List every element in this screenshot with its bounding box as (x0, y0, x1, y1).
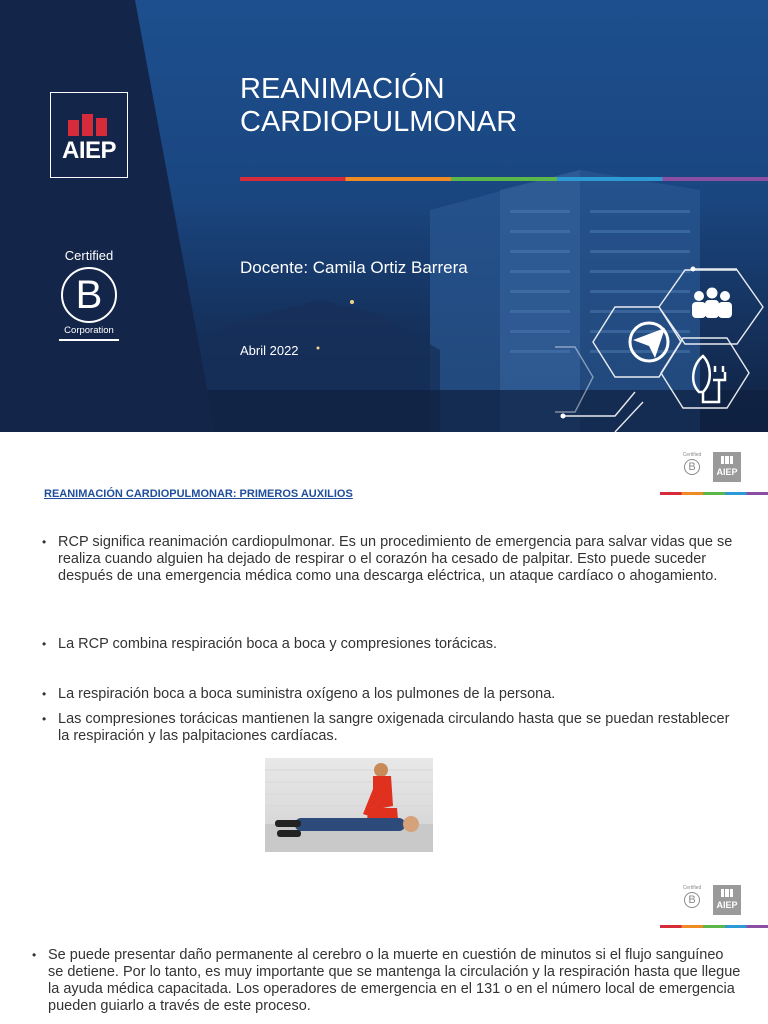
cover-title (240, 73, 517, 139)
cpr-illustration (265, 758, 433, 852)
bullet-item: • Las compresiones torácicas mantienen la sangre oxigenada circulando hasta que se puedan restablecer la respiración y las palpitaciones cardíacas. (40, 711, 740, 745)
mini-bcorp-b-icon (684, 459, 700, 475)
teacher-name: Docente: Camila Ortiz Barrera (240, 258, 468, 277)
connector-dot (691, 267, 696, 272)
bcorp-certified-text: Certified (64, 248, 114, 263)
navy-side-panel (0, 0, 270, 432)
slide3-rainbow-line (660, 925, 768, 928)
mini-aiep-logo (713, 885, 741, 915)
slide3-bullet-list (30, 947, 742, 1015)
bullet-item: • RCP significa reanimación cardiopulmonar. Es un procedimiento de emergencia para salvar vidas que se realiza cuando alguien ha dejado de respirar o el corazón ha cesado de palpitar. Esto puede suceder después de una emergencia médica como una descarga eléctrica, un ataque cardíaco o ahogamiento. (40, 534, 740, 585)
plug-leaf-icon (693, 356, 725, 402)
connector-dot (561, 414, 566, 419)
mini-aiep-text: AIEP (716, 467, 738, 477)
cover-slide (0, 0, 768, 432)
bcorp-corporation-text: Corporation (64, 325, 114, 336)
slide2-bullet-list-c (40, 686, 740, 745)
cover-title-line1: REANIMACIÓN (240, 73, 445, 105)
mini-bcorp-text: Certified (682, 452, 702, 458)
bullet-item: • Se puede presentar daño permanente al cerebro o la muerte en cuestión de minutos si el flujo sanguíneo se detiene. Por lo tanto, es muy importante que se mantenga la circulación y la respiración hasta que llegue la ayuda médica capacitada. Los operadores de emergencia en el 131 o en el número local de emergencia pueden guiarlo a través de este proceso. (30, 947, 742, 1015)
cover-title-line2: CARDIOPULMONAR (240, 106, 518, 138)
slide2-rainbow-line (660, 492, 768, 495)
bcorp-underline (59, 339, 119, 341)
mini-bcorp-letter: B (688, 894, 696, 906)
mini-bcorp-logo (679, 452, 705, 482)
mini-bcorp-b-icon (684, 892, 700, 908)
mini-aiep-logo (713, 452, 741, 482)
slide2-heading: REANIMACIÓN CARDIOPULMONAR: PRIMEROS AUXILIOS (44, 488, 353, 500)
aiep-logo (50, 92, 128, 178)
compass-icon (630, 323, 668, 361)
hexagon-outline-plug (661, 338, 749, 408)
slide2-bullet-list-b (40, 636, 740, 653)
aiep-logo-text: AIEP (61, 137, 116, 164)
mini-bcorp-logo (679, 885, 705, 915)
slide2-corner-logos (679, 452, 741, 482)
rainbow-divider (240, 177, 768, 181)
people-icon (692, 288, 732, 319)
presentation-date: Abril 2022 (240, 343, 299, 358)
aiep-logo-bars-icon (68, 114, 110, 136)
cpr-photo (265, 758, 433, 852)
mini-bcorp-text: Certified (682, 885, 702, 891)
slide3-corner-logos (679, 885, 741, 915)
bcorp-b-icon (61, 267, 117, 323)
mini-aiep-bars-icon (721, 889, 733, 897)
bcorp-badge (56, 248, 122, 341)
hexagon-icons-cluster (555, 252, 768, 432)
slide2-bullet-list-a (40, 534, 740, 585)
mini-aiep-bars-icon (721, 456, 733, 464)
mini-bcorp-letter: B (688, 461, 696, 473)
bullet-item: • La RCP combina respiración boca a boca y compresiones torácicas. (40, 636, 740, 653)
bullet-item: • La respiración boca a boca suministra oxígeno a los pulmones de la persona. (40, 686, 740, 703)
bcorp-letter: B (75, 273, 103, 317)
mini-aiep-text: AIEP (716, 900, 738, 910)
